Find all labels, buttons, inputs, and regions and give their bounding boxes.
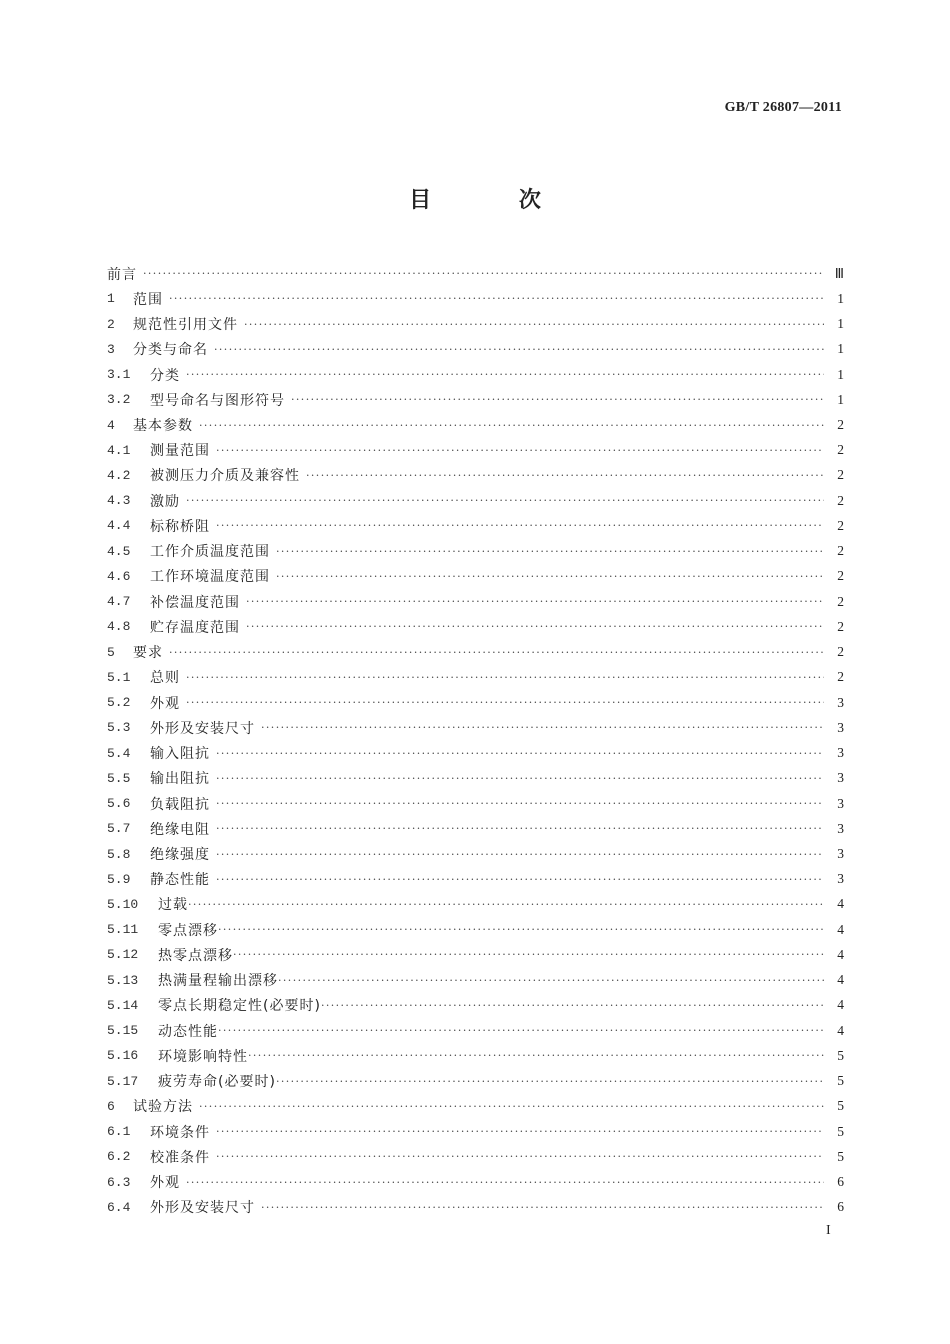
toc-entry-number: 5.10 [107, 896, 139, 912]
toc-entry-number: 5.17 [107, 1073, 139, 1089]
toc-entry-title: 热零点漂移 [158, 947, 233, 964]
dot-leader [218, 1024, 824, 1037]
toc-entry-page: 6 [837, 1174, 844, 1190]
dot-leader [278, 974, 824, 987]
dot-leader [216, 747, 824, 760]
toc-entry-number: 5.2 [107, 695, 131, 711]
toc-entry-title: 静态性能 [150, 872, 210, 889]
toc-entry-page: 3 [837, 745, 844, 761]
toc-entry-number: 5.1 [107, 669, 131, 685]
toc-entry-title: 激励 [150, 493, 180, 510]
toc-entry[interactable] [107, 412, 844, 437]
toc-entry-page: 2 [837, 517, 844, 533]
toc-entry-title: 补偿温度范围 [150, 594, 240, 611]
dot-leader [244, 318, 824, 331]
toc-entry-title: 前言 [107, 266, 137, 283]
toc-entry-title: 外形及安装尺寸 [150, 720, 255, 737]
toc-entry-number: 5.15 [107, 1023, 139, 1039]
toc-entry[interactable] [107, 513, 844, 538]
dot-leader [186, 368, 824, 381]
toc-entry-page: 3 [837, 846, 844, 861]
dot-leader [186, 696, 824, 709]
toc-entry[interactable] [107, 740, 844, 765]
dot-leader [216, 822, 824, 835]
toc-entry-title: 要求 [133, 645, 163, 662]
dot-leader [186, 1176, 824, 1189]
toc-entry-title: 输出阻抗 [150, 771, 210, 788]
dot-leader [246, 595, 824, 608]
toc-entry-number: 4.3 [107, 493, 131, 509]
toc-entry-page: 2 [837, 543, 844, 559]
toc-entry-title: 校准条件 [150, 1149, 210, 1166]
toc-entry-number: 1 [107, 291, 115, 307]
toc-entry-page: 1 [837, 366, 844, 382]
toc-entry-title: 绝缘强度 [150, 847, 210, 863]
toc-entry[interactable] [107, 917, 844, 942]
toc-entry[interactable] [107, 1144, 844, 1169]
toc-entry-title: 试验方法 [133, 1099, 193, 1116]
toc-entry-number: 5.14 [107, 997, 139, 1013]
toc-entry-title: 基本参数 [133, 418, 193, 435]
toc-entry-page: 1 [837, 341, 844, 357]
toc-entry-title: 环境条件 [150, 1124, 210, 1141]
toc-entry-title: 负载阻抗 [150, 796, 210, 813]
toc-entry-number: 5 [107, 644, 115, 660]
dot-leader [186, 671, 824, 684]
toc-entry-number: 4 [107, 417, 115, 433]
dot-leader [276, 570, 824, 583]
toc-entry[interactable] [107, 993, 844, 1018]
toc-entry-title: 外形及安装尺寸 [150, 1200, 255, 1217]
toc-entry-number: 5.7 [107, 821, 131, 837]
toc-entry-number: 5.16 [107, 1048, 139, 1064]
toc-entry[interactable] [107, 892, 844, 917]
toc-entry-number: 4.8 [107, 619, 131, 635]
dot-leader [276, 545, 824, 558]
page-number: I [826, 1223, 831, 1238]
toc-entry-page: 4 [837, 896, 844, 912]
toc-entry[interactable] [107, 311, 844, 336]
toc-entry-number: 5.6 [107, 796, 131, 812]
toc-entry[interactable] [107, 1195, 844, 1220]
toc-entry[interactable] [107, 337, 844, 362]
dot-leader [261, 1201, 824, 1214]
toc-entry[interactable] [107, 463, 844, 488]
toc-entry-page: 3 [837, 719, 844, 735]
dot-leader [218, 923, 824, 936]
toc-entry-title: 测量范围 [150, 443, 210, 460]
toc-entry-number: 4.6 [107, 568, 131, 584]
toc-entry-number: 4.2 [107, 467, 131, 483]
toc-entry-number: 4.5 [107, 543, 131, 559]
toc-entry-title: 范围 [133, 291, 163, 308]
toc-entry[interactable] [107, 564, 844, 589]
toc-entry-number: 2 [107, 316, 115, 332]
toc-entry-title: 被测压力介质及兼容性 [150, 468, 300, 485]
toc-entry[interactable] [107, 715, 844, 740]
toc-entry-page: 4 [837, 921, 844, 937]
toc-entry-page: 1 [837, 316, 844, 332]
dot-leader [216, 797, 824, 810]
toc-entry[interactable] [107, 539, 844, 564]
dot-leader [216, 1125, 824, 1138]
toc-entry-title: 零点漂移 [158, 922, 218, 939]
toc-entry[interactable] [107, 942, 844, 967]
standard-number: GB/T 26807—2011 [724, 100, 842, 115]
dot-leader [261, 721, 824, 734]
toc-entry[interactable] [107, 816, 844, 841]
toc-entry-title: 贮存温度范围 [150, 619, 240, 636]
toc-entry-page: 5 [837, 1123, 844, 1139]
dot-leader [216, 772, 824, 785]
toc-entry[interactable] [107, 968, 844, 993]
toc-entry-number: 5.4 [107, 745, 131, 761]
toc-entry-number: 5.12 [107, 947, 139, 963]
toc-entry-number: 5.8 [107, 846, 131, 862]
toc-entry-number: 4.7 [107, 594, 131, 610]
dot-leader [169, 646, 824, 659]
dot-leader [216, 519, 824, 532]
toc-entry-page: 3 [837, 694, 844, 710]
toc-entry[interactable] [107, 488, 844, 513]
toc-entry-page: 1 [837, 391, 844, 407]
toc-entry-title: 标称桥阻 [150, 518, 210, 535]
toc-entry-number: 5.5 [107, 770, 131, 786]
toc-entry[interactable] [107, 690, 844, 715]
toc-entry-title: 工作介质温度范围 [150, 544, 270, 561]
toc-entry-number: 3.1 [107, 367, 131, 383]
toc-entry-title: 疲劳寿命(必要时) [158, 1074, 276, 1091]
toc-entry-page: 4 [837, 946, 844, 962]
toc-entry-title: 环境影响特性 [158, 1048, 248, 1065]
toc-entry-number: 5.9 [107, 871, 131, 887]
toc-entry-page: 3 [837, 770, 844, 786]
toc-entry[interactable] [107, 640, 844, 665]
toc-entry-page: 2 [837, 618, 844, 634]
toc-entry-title: 规范性引用文件 [133, 317, 238, 334]
toc-entry-title: 输入阻抗 [150, 746, 210, 763]
toc-entry-title: 型号命名与图形符号 [150, 392, 285, 409]
toc-entry-number: 6.4 [107, 1199, 131, 1215]
dot-leader [188, 898, 824, 911]
toc-entry-page: 1 [837, 290, 844, 306]
toc-entry-number: 6.2 [107, 1149, 131, 1165]
dot-leader [169, 292, 824, 305]
toc-entry[interactable] [107, 438, 844, 463]
toc-entry-page: 2 [837, 492, 844, 508]
toc-entry-page: 2 [837, 417, 844, 433]
toc-entry[interactable] [107, 614, 844, 639]
dot-leader [248, 1049, 824, 1062]
toc-entry-title: 分类与命名 [133, 342, 208, 359]
toc-entry-number: 4.4 [107, 518, 131, 534]
toc-entry[interactable] [107, 589, 844, 614]
toc-entry[interactable] [107, 841, 844, 866]
toc-entry[interactable] [107, 1094, 844, 1119]
toc-entry-title: 动态性能 [158, 1023, 218, 1040]
toc-entry[interactable] [107, 1043, 844, 1068]
toc-entry-page: 5 [837, 1148, 844, 1164]
toc-entry[interactable] [107, 286, 844, 311]
dot-leader [233, 948, 824, 961]
toc-entry[interactable] [107, 1119, 844, 1144]
toc-entry-number: 5.11 [107, 922, 139, 938]
toc-entry-page: Ⅲ [834, 265, 844, 281]
toc-entry-number: 5.13 [107, 972, 139, 988]
toc-entry-title: 绝缘电阻 [150, 821, 210, 838]
toc-entry-page: 6 [837, 1199, 844, 1215]
page-title: 目 次 [409, 188, 581, 213]
toc-entry-page: 2 [837, 442, 844, 458]
toc-entry-page: 2 [837, 644, 844, 660]
toc-entry-page: 5 [837, 1098, 844, 1114]
table-of-contents [107, 261, 844, 1220]
dot-leader [216, 1150, 824, 1163]
dot-leader [216, 444, 824, 457]
toc-entry-page: 2 [837, 669, 844, 685]
toc-entry-page: 3 [837, 871, 844, 887]
toc-entry-title: 零点长期稳定性(必要时) [158, 998, 321, 1015]
toc-entry[interactable] [107, 1169, 844, 1194]
dot-leader [216, 848, 824, 861]
toc-entry-page: 5 [837, 1073, 844, 1089]
toc-entry-number: 4.1 [107, 442, 131, 458]
toc-entry[interactable] [107, 665, 844, 690]
toc-entry-page: 2 [837, 593, 844, 609]
dot-leader [214, 343, 824, 356]
toc-entry[interactable] [107, 1069, 844, 1094]
toc-entry[interactable] [107, 766, 844, 791]
toc-entry[interactable] [107, 867, 844, 892]
toc-entry[interactable] [107, 791, 844, 816]
dot-leader [306, 469, 824, 482]
toc-entry-title: 过载 [158, 897, 188, 914]
toc-entry-page: 2 [837, 467, 844, 483]
toc-entry-title: 热满量程输出漂移 [158, 973, 278, 990]
toc-entry-number: 5.3 [107, 720, 131, 736]
toc-entry-page: 2 [837, 568, 844, 584]
dot-leader [291, 393, 824, 406]
toc-entry[interactable] [107, 1018, 844, 1043]
dot-leader [143, 267, 824, 280]
toc-entry-title: 外观 [150, 1175, 180, 1192]
toc-entry-page: 3 [837, 820, 844, 836]
dot-leader [321, 999, 824, 1012]
toc-entry-page: 4 [837, 1022, 844, 1038]
dot-leader [216, 873, 824, 886]
toc-entry-page: 5 [837, 1047, 844, 1063]
dot-leader [246, 620, 824, 633]
toc-entry-page: 4 [837, 997, 844, 1013]
toc-entry-title: 外观 [150, 695, 180, 712]
toc-entry-number: 6 [107, 1098, 115, 1114]
dot-leader [276, 1075, 824, 1088]
toc-entry[interactable] [107, 261, 844, 286]
toc-entry-page: 4 [837, 972, 844, 988]
toc-entry[interactable] [107, 362, 844, 387]
dot-leader [199, 419, 824, 432]
dot-leader [199, 1100, 824, 1113]
toc-entry-title: 总则 [150, 670, 180, 687]
toc-entry-number: 3.2 [107, 392, 131, 408]
toc-entry-number: 3 [107, 341, 115, 357]
toc-entry-title: 工作环境温度范围 [150, 569, 270, 586]
toc-entry[interactable] [107, 387, 844, 412]
toc-entry-page: 3 [837, 795, 844, 811]
toc-entry-number: 6.3 [107, 1174, 131, 1190]
toc-entry-title: 分类 [150, 367, 180, 384]
dot-leader [186, 494, 824, 507]
toc-entry-number: 6.1 [107, 1124, 131, 1140]
